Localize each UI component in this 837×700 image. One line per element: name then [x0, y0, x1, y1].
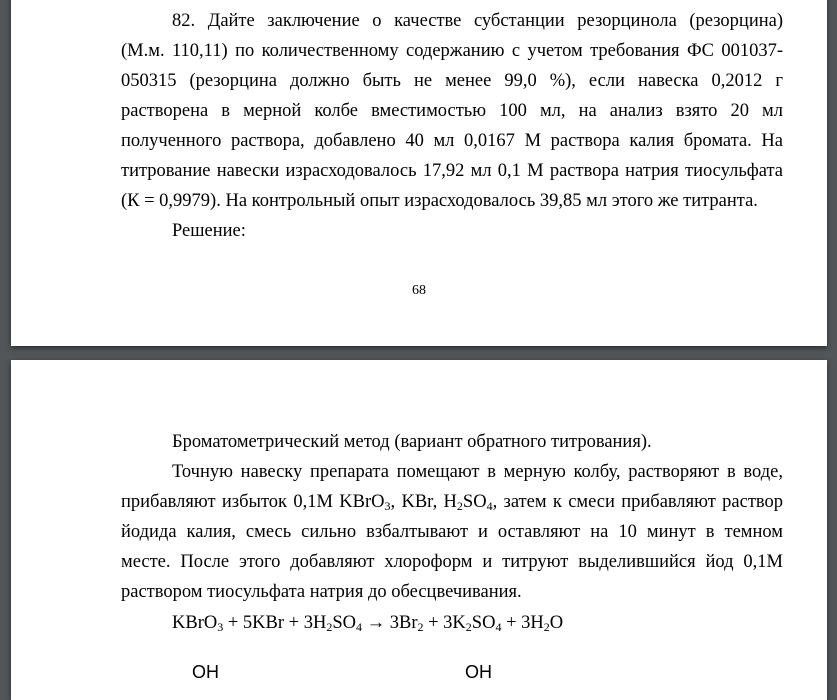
reaction-equation: KBrO$_3$ + $5KBr + 3H_2SO_4 \to 3Br_2 + 3K_2SO_4 + 3H_2O$: [172, 613, 564, 634]
solution-label: Решение:: [172, 221, 246, 241]
problem-text-line: титрование навески израсходовалось 17,92 мл 0,1 М раствора натрия тиосульфата: [121, 161, 783, 181]
formula-subscript: 2: [465, 620, 472, 634]
formula-subscript: 2: [417, 620, 424, 634]
problem-text-line: полученного раствора, добавлено 40 мл 0,0167 М раствора калия бромата. На: [121, 131, 783, 151]
formula-subscript: 3: [217, 620, 224, 634]
formula-subscript: 4: [495, 620, 502, 634]
procedure-line: йодида калия, смесь сильно взбалтывают и оставляют на 10 минут в темном: [121, 522, 783, 542]
formula-subscript: 4: [355, 620, 362, 634]
document-page-68: [11, 0, 827, 346]
structure-label-oh: OH: [465, 662, 492, 682]
problem-text-line: (К = 0,9979). На контрольный опыт израсходовалось 39,85 мл этого же титранта.: [121, 191, 758, 211]
formula-subscript: 2: [456, 499, 463, 513]
document-page-69: [11, 360, 827, 700]
formula-subscript: 2: [543, 620, 550, 634]
procedure-line: раствором тиосульфата натрия до обесцвечивания.: [121, 582, 522, 602]
formula-subscript: 4: [486, 499, 493, 513]
page-number: 68: [412, 283, 426, 298]
procedure-line: прибавляют избыток 0,1М KBrO$_3$, KBr, $H_2SO_4$, затем к смеси прибавляют раствор: [121, 492, 784, 513]
problem-text-line: растворена в мерной колбе вместимостью 100 мл, на анализ взято 20 мл: [121, 101, 783, 121]
formula-subscript: 2: [326, 620, 333, 634]
procedure-line: Точную навеску препарата помещают в мерную колбу, растворяют в воде,: [172, 462, 783, 482]
procedure-line: месте. После этого добавляют хлороформ и титруют выделившийся йод 0,1М: [121, 552, 783, 572]
structure-label-oh: OH: [192, 662, 219, 682]
method-heading: Броматометрический метод (вариант обратного титрования).: [172, 432, 652, 452]
problem-text-line: (М.м. 110,11) по количественному содержанию с учетом требования ФС 001037-: [121, 41, 783, 61]
formula-subscript: 3: [384, 499, 391, 513]
problem-text-line: 82. Дайте заключение о качестве субстанции резорцинола (резорцина): [172, 11, 783, 31]
problem-text-line: 050315 (резорцина должно быть не менее 99,0 %), если навеска 0,2012 г: [121, 71, 783, 91]
